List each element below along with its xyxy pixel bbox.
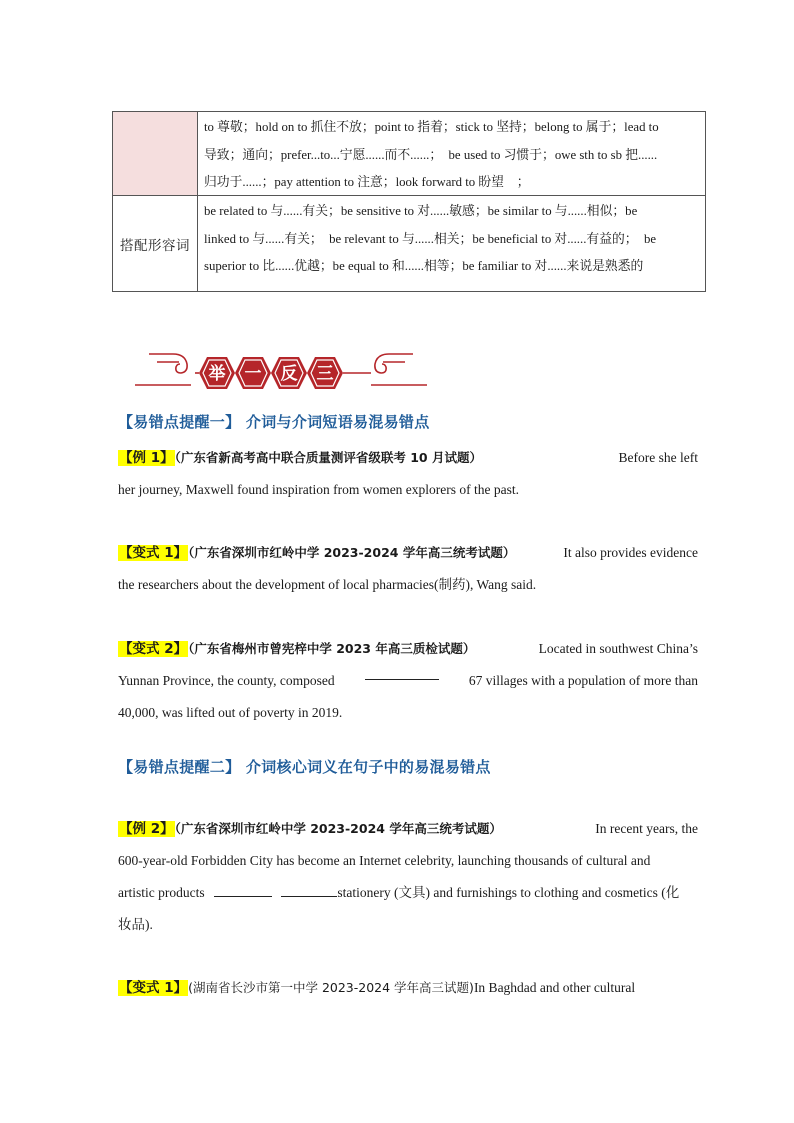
left-ornament-icon <box>135 354 191 385</box>
example-source: （广东省新高考高中联合质量测评省级联考 10 月试题） <box>174 450 482 465</box>
example-text: 40,000, was lifted out of poverty in 2019. <box>118 705 343 720</box>
example-line <box>118 633 698 665</box>
example-source: (湖南省长沙市第一中学 2023-2024 学年高三试题) <box>188 980 474 995</box>
example-text: In Baghdad and other cultural <box>473 980 636 995</box>
example-label: 【变式 2】 <box>119 641 188 657</box>
banner-graphic <box>135 340 427 406</box>
table-line: linked to 与......有关； be relevant to 与......相关；be beneficial to 对......有益的； be <box>204 231 657 246</box>
right-ornament-icon <box>371 354 427 385</box>
banner-char: 反 <box>280 364 298 384</box>
table-label-cell-empty <box>113 112 198 196</box>
variant-1 <box>118 537 698 601</box>
table-line: to 尊敬；hold on to 抓住不放；point to 指着；stick to 坚持；belong to 属于；lead to <box>204 120 659 134</box>
example-source: （广东省梅州市曾宪梓中学 2023 年高三质检试题） <box>188 641 476 656</box>
section-heading: 【易错点提醒一】 介词与介词短语易混易错点 <box>118 413 430 431</box>
example-text: It also provides evidence <box>563 545 698 560</box>
variant-1-section-2 <box>118 972 698 1004</box>
example-line <box>118 813 698 845</box>
example-line <box>118 537 698 569</box>
example-text: artistic products <box>118 885 205 900</box>
example-text: stationery (文具) and furnishings to clothing and cosmetics (化 <box>337 885 680 900</box>
section-heading: 【易错点提醒二】 介词核心词义在句子中的易混易错点 <box>118 758 491 776</box>
table-cell-adjectives <box>198 196 705 291</box>
example-label: 【变式 1】 <box>119 545 188 561</box>
example-source: （广东省深圳市红岭中学 2023-2024 学年高三统考试题） <box>188 545 516 560</box>
table-label-adjective: 搭配形容词 <box>113 196 198 291</box>
example-source: （广东省深圳市红岭中学 2023-2024 学年高三统考试题） <box>174 821 502 836</box>
example-text: the researchers about the development of local pharmacies(制药), Wang said. <box>118 577 537 592</box>
answer-blank[interactable] <box>214 882 272 897</box>
table-line: superior to 比......优越；be equal to 和......相等；be familiar to 对......来说是熟悉的 <box>204 259 644 273</box>
example-label: 【例 1】 <box>119 450 174 466</box>
example-text: 600-year-old Forbidden City has become an Internet celebrity, launching thousands of cultural and <box>118 853 651 868</box>
example-1 <box>118 442 698 506</box>
example-text: her journey, Maxwell found inspiration from women explorers of the past. <box>118 482 520 497</box>
table-line: 归功于......；pay attention to 注意；look forward to 盼望 ； <box>204 175 530 189</box>
section-banner <box>135 340 427 406</box>
banner-char: 举 <box>208 364 226 384</box>
example-line <box>118 972 698 1004</box>
example-text: Yunnan Province, the county, composed <box>118 673 335 688</box>
example-line <box>118 665 698 697</box>
example-label: 【例 2】 <box>119 821 174 837</box>
collocation-table <box>112 111 706 292</box>
variant-2 <box>118 633 698 729</box>
example-2 <box>118 813 698 941</box>
example-label: 【变式 1】 <box>119 980 188 996</box>
example-text: 67 villages with a population of more than <box>468 673 698 688</box>
banner-char: 三 <box>316 364 334 384</box>
table-cell-verbs <box>198 112 705 196</box>
example-line <box>118 877 698 909</box>
table-label-column <box>113 112 198 291</box>
example-text: Located in southwest China’s <box>538 641 698 656</box>
table-line: be related to 与......有关；be sensitive to 对......敏感；be similar to 与......相似；be <box>204 204 638 218</box>
answer-blank[interactable] <box>281 882 337 897</box>
banner-char: 一 <box>244 364 262 384</box>
example-line <box>118 442 698 474</box>
example-text: Before she left <box>618 450 698 465</box>
answer-blank[interactable] <box>365 665 439 680</box>
example-text: In recent years, the <box>595 821 698 836</box>
table-line: 导致；通向；prefer...to...宁愿......而不......； be used to 习惯于；owe sth to sb 把...... <box>204 147 658 162</box>
example-text: 妆品). <box>118 917 153 932</box>
